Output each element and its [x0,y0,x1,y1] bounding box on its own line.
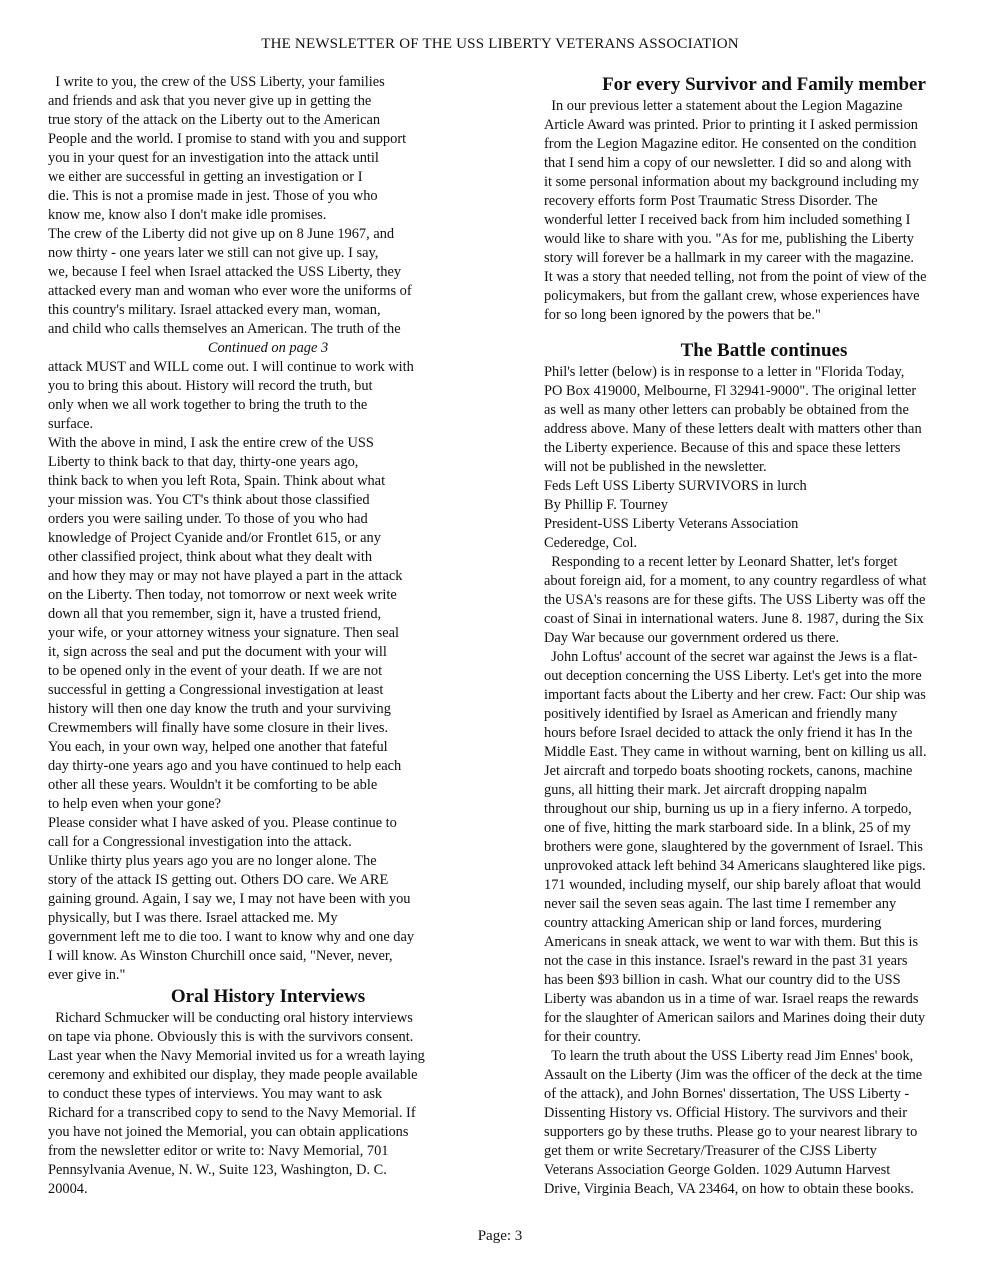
text-line: story will forever be a hallmark in my career with the magazine. [544,250,915,266]
text-line: Liberty was abandon us in a time of war. Israel reaps the rewards [544,991,919,1007]
text-line: policymakers, but from the gallant crew, whose experiences have [544,288,920,304]
text-line: 20004. [48,1181,88,1197]
text-line: true story of the attack on the Liberty out to the American [48,112,381,128]
text-line: out deception concerning the USS Liberty. Let's get into the more [544,668,922,684]
text-line: ceremony and exhibited our display, they made people available [48,1067,418,1083]
text-line: you in your quest for an investigation into the attack until [48,150,379,166]
text-line: down all that you remember, sign it, have a trusted friend, [48,606,382,622]
text-line: know me, know also I don't make idle promises. [48,207,327,223]
survivor-heading: For every Survivor and Family member [602,74,926,95]
text-line: this country's military. Israel attacked every man, woman, [48,302,381,318]
text-line: orders you were sailing under. To those of you who had [48,511,368,527]
text-line: to help even when your gone? [48,796,222,812]
text-line: has been $93 billion in cash. What our country did to the USS [544,972,901,988]
text-line: Crewmembers will finally have some closure in their lives. [48,720,389,736]
text-line: guns, all hitting their mark. Jet aircraft dropping napalm [544,782,867,798]
battle-body [544,363,984,1199]
text-line: of the attack), and John Bornes' dissertation, The USS Liberty - [544,1086,910,1102]
text-line: Liberty to think back to that day, thirty-one years ago, [48,454,359,470]
text-line: for the slaughter of American sailors and Marines doing their duty [544,1010,926,1026]
text-line: supporters go by these truths. Please go to your nearest library to [544,1124,918,1140]
right-column [544,73,984,1199]
text-line: ever give in." [48,967,126,983]
left-column [48,73,488,1199]
text-line: I write to you, the crew of the USS Liberty, your families [48,74,385,90]
text-line: successful in getting a Congressional investigation at least [48,682,384,698]
text-line: government left me to die too. I want to know why and one day [48,929,415,945]
letter-part-2 [48,358,488,985]
text-line: die. This is not a promise made in jest. Those of you who [48,188,378,204]
survivor-body [544,97,984,325]
text-line: never sail the seven seas again. The last time I remember any [544,896,897,912]
text-line: as well as many other letters can probably be obtained from the [544,402,909,418]
battle-heading: The Battle continues [680,340,848,361]
text-line: to conduct these types of interviews. You may want to ask [48,1086,383,1102]
text-line: the Liberty experience. Because of this and space these letters [544,440,901,456]
text-line: 171 wounded, including myself, our ship barely afloat that would [544,877,921,893]
text-line: from the Legion Magazine editor. He consented on the condition [544,136,917,152]
text-line: on tape via phone. Obviously this is with the survivors consent. [48,1029,414,1045]
text-line: Veterans Association George Golden. 1029 Autumn Harvest [544,1162,891,1178]
text-line: Middle East. They came in without warning, bent on killing us all. [544,744,927,760]
text-line: Feds Left USS Liberty SURVIVORS in lurch [544,478,807,494]
text-line: knowledge of Project Cyanide and/or Frontlet 615, or any [48,530,381,546]
text-line: attack MUST and WILL come out. I will continue to work with [48,359,414,375]
text-line: story of the attack IS getting out. Others DO care. We ARE [48,872,389,888]
text-line: Dissenting History vs. Official History. The survivors and their [544,1105,908,1121]
text-line: you to bring this about. History will record the truth, but [48,378,373,394]
text-line: would like to share with you. "As for me, publishing the Liberty [544,231,914,247]
text-line: Day War because our government ordered us there. [544,630,840,646]
text-line: Responding to a recent letter by Leonard Shatter, let's forget [544,554,898,570]
text-line: To learn the truth about the USS Liberty read Jim Ennes' book, [544,1048,914,1064]
text-line: and child who calls themselves an American. The truth of the [48,321,401,337]
text-line: PO Box 419000, Melbourne, Fl 32941-9000". The original letter [544,383,917,399]
text-line: history will then one day know the truth and your surviving [48,701,391,717]
text-line: we, because I feel when Israel attacked the USS Liberty, they [48,264,402,280]
text-line: that I send him a copy of our newsletter. I did so and along with [544,155,912,171]
text-line: it, sign across the seal and put the document with your will [48,644,387,660]
text-line: hours before Israel decided to attack the only friend it has In the [544,725,913,741]
text-line: Cederedge, Col. [544,535,638,551]
text-line: physically, but I was there. Israel attacked me. My [48,910,338,926]
oral-history-body [48,1009,488,1199]
text-line: about foreign aid, for a moment, to any country regardless of what [544,573,927,589]
text-line: surface. [48,416,94,432]
text-line: I will know. As Winston Churchill once said, "Never, never, [48,948,393,964]
text-line: You each, in your own way, helped one another that fateful [48,739,388,755]
text-line: coast of Sinai in international waters. June 8. 1987, during the Six [544,611,924,627]
text-line: you have not joined the Memorial, you can obtain applications [48,1124,409,1140]
text-line: With the above in mind, I ask the entire crew of the USS [48,435,374,451]
text-line: for so long been ignored by the powers that be." [544,307,821,323]
text-line: Assault on the Liberty (Jim was the officer of the deck at the time [544,1067,923,1083]
text-line: Richard for a transcribed copy to send to the Navy Memorial. If [48,1105,416,1121]
text-line: Unlike thirty plus years ago you are no longer alone. The [48,853,377,869]
text-line: get them or write Secretary/Treasurer of the CJSS Liberty [544,1143,877,1159]
text-line: By Phillip F. Tourney [544,497,668,513]
text-line: country attacking American ship or land forces, murdering [544,915,882,931]
text-line: the USA's reasons are for these gifts. The USS Liberty was off the [544,592,926,608]
text-line: on the Liberty. Then today, not tomorrow or next week write [48,587,397,603]
text-line: other all these years. Wouldn't it be comforting to be able [48,777,378,793]
letter-part-1 [48,73,488,339]
text-line: throughout our ship, burning us up in a fiery inferno. A torpedo, [544,801,912,817]
continued-note: Continued on page 3 [207,340,329,356]
text-line: it some personal information about my background including my [544,174,919,190]
text-line: wonderful letter I received back from him included something I [544,212,911,228]
text-line: other classified project, think about what they dealt with [48,549,373,565]
text-line: and friends and ask that you never give up in getting the [48,93,372,109]
text-line: It was a story that needed telling, not from the point of view of the [544,269,927,285]
text-line: for their country. [544,1029,641,1045]
text-line: think back to when you left Rota, Spain. Think about what [48,473,386,489]
text-line: The crew of the Liberty did not give up on 8 June 1967, and [48,226,395,242]
text-line: only when we all work together to bring the truth to the [48,397,368,413]
text-line: In our previous letter a statement about the Legion Magazine [544,98,903,114]
text-line: your wife, or your attorney witness your signature. Then seal [48,625,400,641]
text-line: Americans in sneak attack, we went to war with them. But this is [544,934,919,950]
text-line: Pennsylvania Avenue, N. W., Suite 123, Washington, D. C. [48,1162,387,1178]
text-line: and how they may or may not have played a part in the attack [48,568,403,584]
text-line: call for a Congressional investigation into the attack. [48,834,352,850]
text-line: your mission was. You CT's think about those classified [48,492,370,508]
text-line: we either are successful in getting an investigation or I [48,169,363,185]
text-line: recovery efforts form Post Traumatic Stress Disorder. The [544,193,878,209]
text-line: not the case in this instance. Israel's reward in the past 31 years [544,953,908,969]
section-gap [544,325,984,339]
text-line: Jet aircraft and torpedo boats shooting rockets, canons, machine [544,763,913,779]
text-line: Phil's letter (below) is in response to a letter in "Florida Today, [544,364,905,380]
text-line: now thirty - one years later we still can not give up. I say, [48,245,379,261]
text-line: brothers were gone, slaughtered by the government of Israel. This [544,839,923,855]
text-line: unprovoked attack left behind 34 Americans slaughtered like pigs. [544,858,926,874]
text-line: day thirty-one years ago and you have continued to help each [48,758,402,774]
text-line: John Loftus' account of the secret war against the Jews is a flat- [544,649,918,665]
text-line: important facts about the Liberty and her crew. Fact: Our ship was [544,687,926,703]
text-line: People and the world. I promise to stand with you and support [48,131,407,147]
text-line: Last year when the Navy Memorial invited us for a wreath laying [48,1048,425,1064]
text-line: address above. Many of these letters dealt with matters other than [544,421,922,437]
text-line: to be opened only in the event of your death. If we are not [48,663,383,679]
text-line: one of five, hitting the mark starboard side. In a blink, 25 of my [544,820,911,836]
newsletter-header: THE NEWSLETTER OF THE USS LIBERTY VETERANS ASSOCIATION [261,36,739,52]
text-line: gaining ground. Again, I say we, I may not have been with you [48,891,411,907]
oral-history-heading: Oral History Interviews [170,986,366,1007]
text-line: Please consider what I have asked of you. Please continue to [48,815,397,831]
text-line: Richard Schmucker will be conducting oral history interviews [48,1010,413,1026]
text-line: positively identified by Israel as American and friendly many [544,706,898,722]
text-line: Article Award was printed. Prior to printing it I asked permission [544,117,918,133]
page-number: Page: 3 [477,1228,523,1244]
text-line: Drive, Virginia Beach, VA 23464, on how to obtain these books. [544,1181,914,1197]
text-line: President-USS Liberty Veterans Association [544,516,799,532]
text-line: from the newsletter editor or write to: Navy Memorial, 701 [48,1143,389,1159]
text-line: attacked every man and woman who ever wore the uniforms of [48,283,412,299]
text-line: will not be published in the newsletter. [544,459,767,475]
